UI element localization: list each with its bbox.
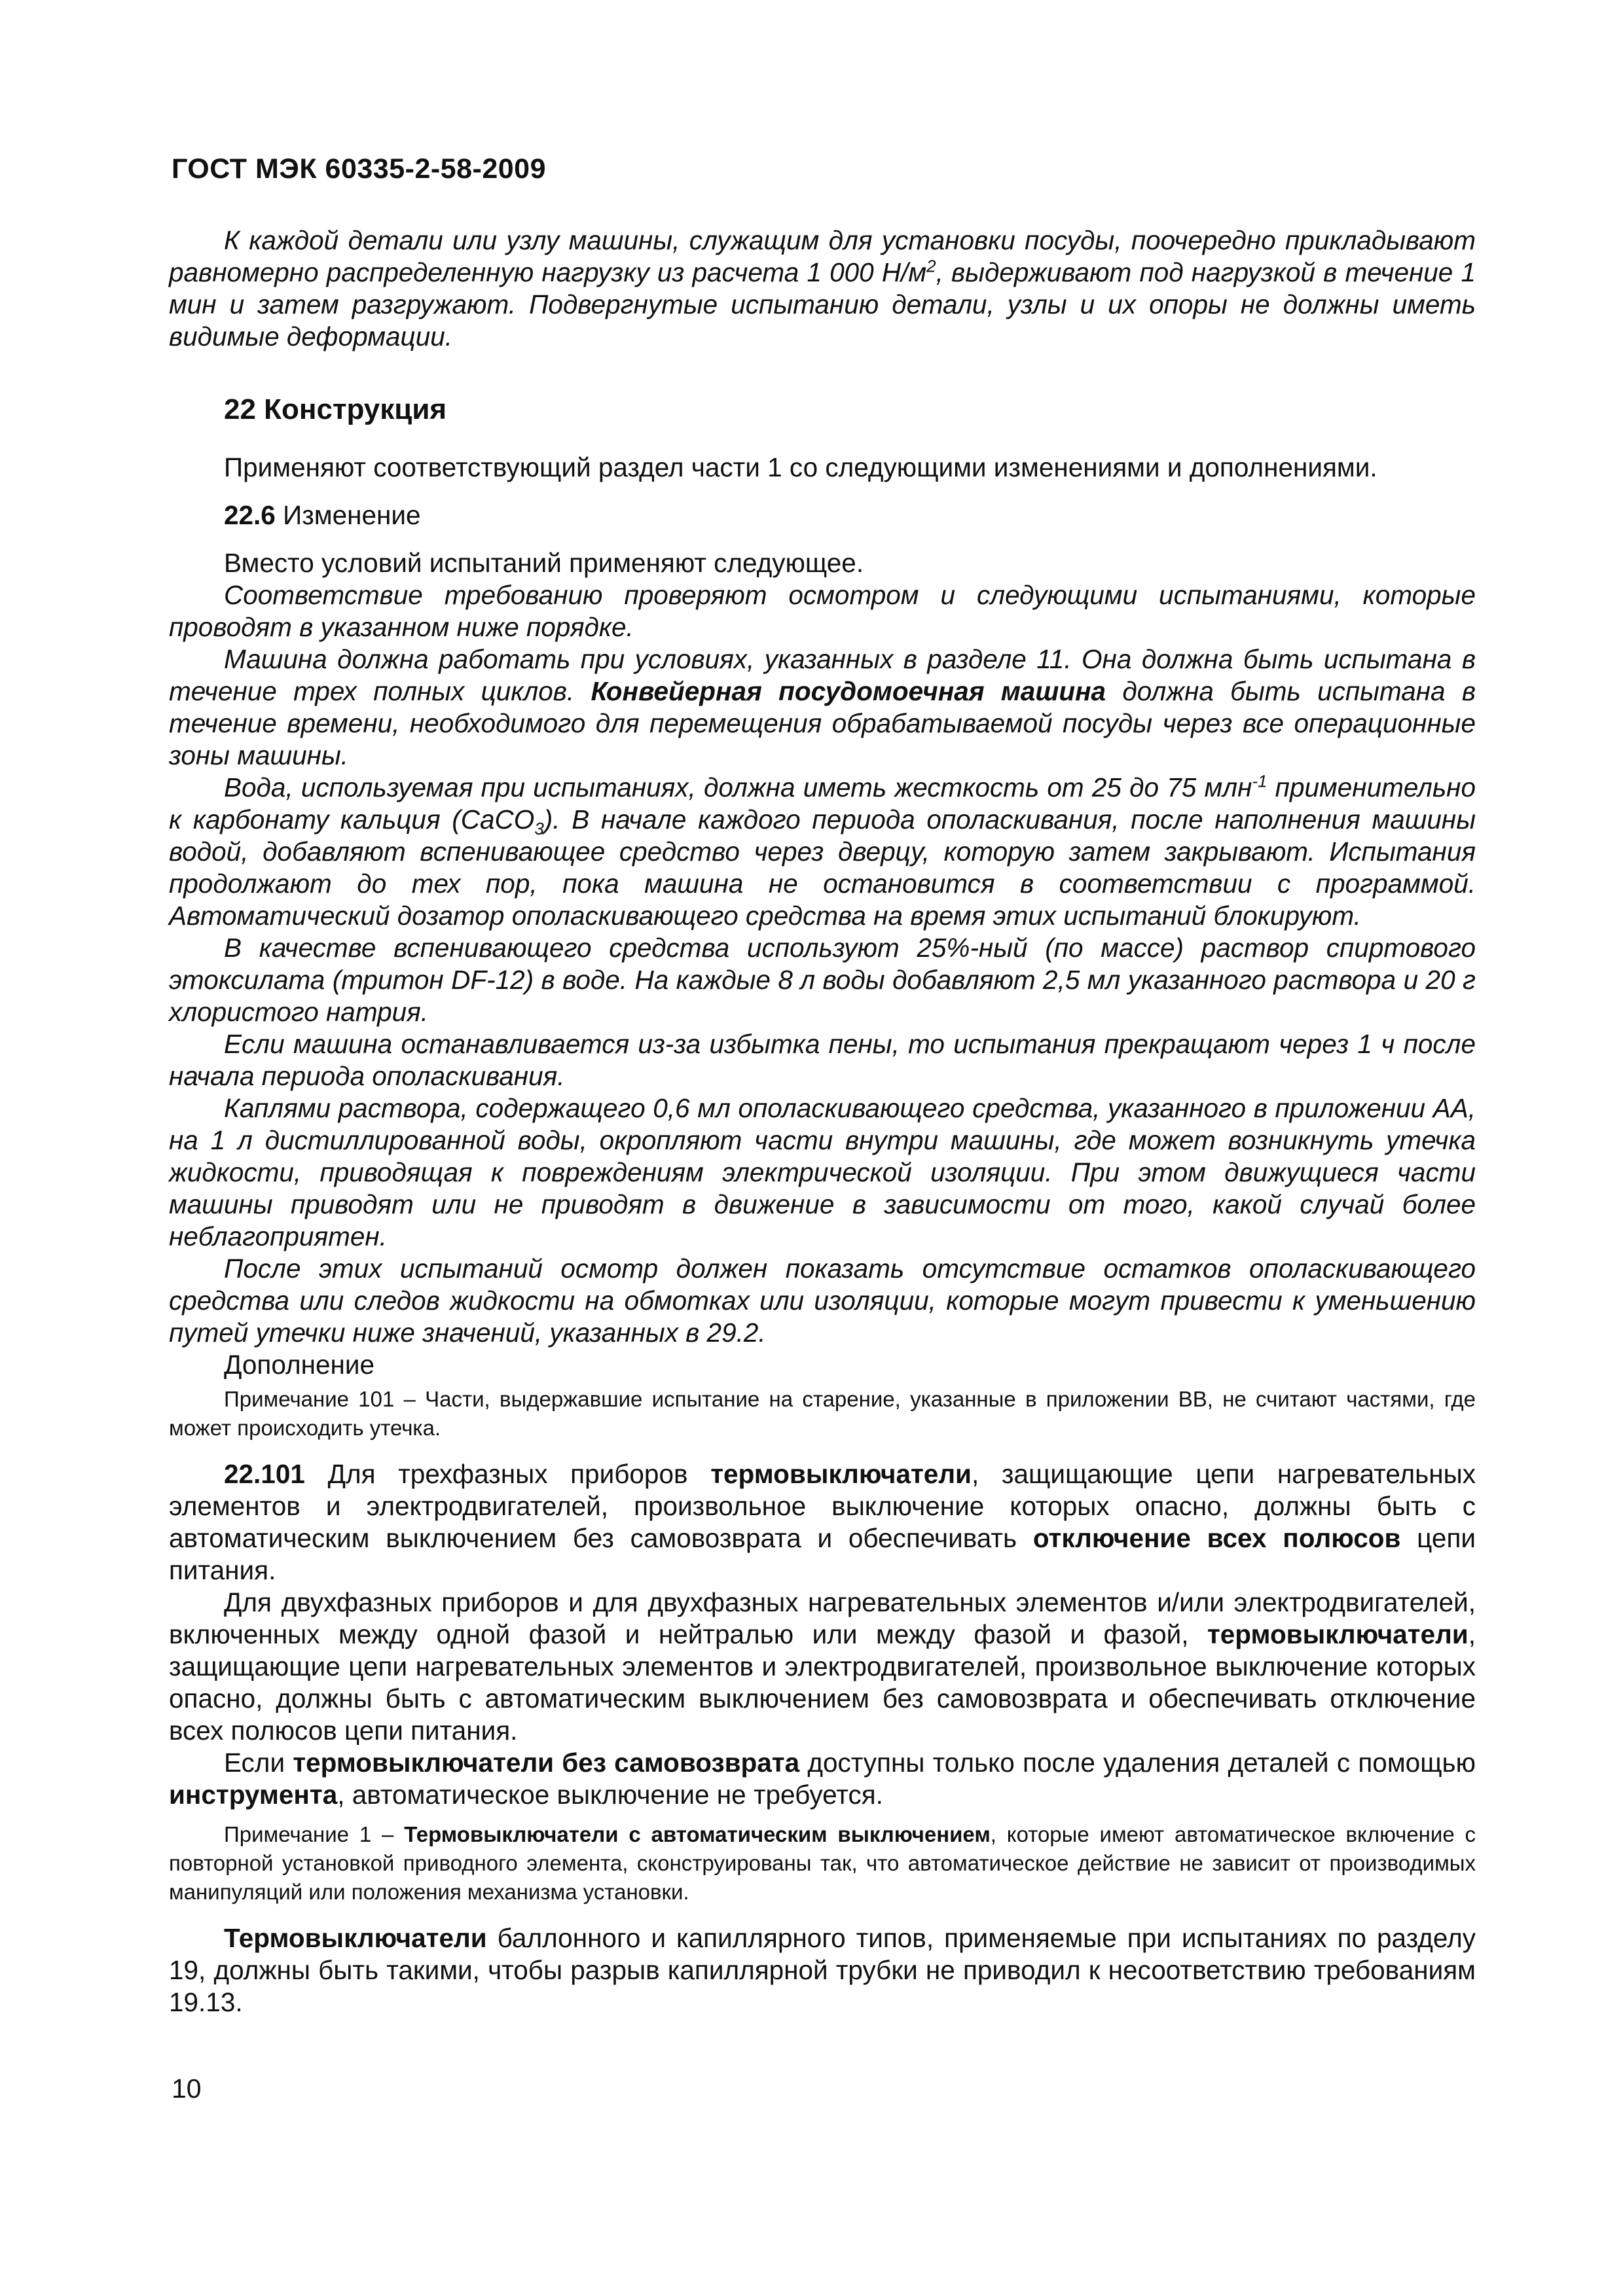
clause-22-101-p1: 22.101 Для трехфазных приборов термовыключатели, защищающие цепи нагревательных элементов и электродвигателей, произвольное выключение которых опасно, должны быть с автоматическим выключением без самовозврата и обеспечивать отключение всех полюсов цепи питания. <box>169 1459 1476 1585</box>
clause-22-6-replace: Вместо условий испытаний применяют следующее. <box>224 548 864 578</box>
document-header: ГОСТ МЭК 60335-2-58-2009 <box>172 153 546 185</box>
note-1: Примечание 1 – Термовыключатели с автоматическим выключением, которые имеют автоматическое включение с повторной установкой приводного элемента, сконструированы так, что автоматическое действие не зависит от производимых манипуляций или положения механизма установки. <box>169 1822 1476 1904</box>
clause-22-101-p3: Если термовыключатели без самовозврата доступны только после удаления деталей с помощью инструмента, автоматическое выключение не требуется. <box>169 1748 1476 1810</box>
clause-22-6-water: Вода, используемая при испытаниях, должна иметь жесткость от 25 до 75 млн$^{-1}$ применительно к карбонату кальция (CaCO$_3$). В начале каждого периода ополаскивания, после наполнения машины водой, добавляют вспенивающее средство через дверцу, которую затем закрывают. Испытания продолжают до тех пор, пока машина не остановится в соответствии с программой. Автоматический дозатор ополаскивающего средства на время этих испытаний блокируют. <box>169 771 1476 931</box>
section-22-intro: Применяют соответствующий раздел части 1 со следующими изменениями и дополнениями. <box>224 452 1377 482</box>
clause-22-6-stop: Если машина останавливается из-за избытка пены, то испытания прекращают через 1 ч после начала периода ополаскивания. <box>169 1029 1476 1091</box>
clause-22-6-foam: В качестве вспенивающего средства используют 25%-ный (по массе) раствор спиртового этоксилата (тритон DF-12) в воде. На каждые 8 л воды добавляют 2,5 мл указанного раствора и 20 г хлористого натрия. <box>169 933 1476 1027</box>
clause-22-6-check: Соответствие требованию проверяют осмотром и следующими испытаниями, которые проводят в указанном ниже порядке. <box>169 580 1476 642</box>
note-101: Примечание 101 – Части, выдержавшие испытание на старение, указанные в приложении ВВ, не считают частями, где может происходить утечка. <box>169 1387 1476 1440</box>
clause-22-6-drops: Каплями раствора, содержащего 0,6 мл ополаскивающего средства, указанного в приложении АА, на 1 л дистиллированной воды, окропляют части внутри машины, где может возникнуть утечка жидкости, приводящая к повреждениям электрической изоляции. При этом движущиеся части машины приводят или не приводят в движение в зависимости от того, какой случай более неблагоприятен. <box>169 1093 1476 1251</box>
document-body <box>169 223 1476 2018</box>
load-test-paragraph: К каждой детали или узлу машины, служащим для установки посуды, поочередно прикладывают равномерно распределенную нагрузку из расчета 1 000 $Н/м^2$, выдерживают под нагрузкой в течение 1 мин и затем разгружают. Подвергнутые испытанию детали, узлы и их опоры не должны иметь видимые деформации. <box>169 225 1476 351</box>
clause-22-6-addition: Дополнение <box>224 1350 375 1380</box>
clause-22-6-after: После этих испытаний осмотр должен показать отсутствие остатков ополаскивающего средства или следов жидкости на обмотках или изоляции, которые могут привести к уменьшению путей утечки ниже значений, указанных в 29.2. <box>169 1253 1476 1348</box>
clause-22-101-p2: Для двухфазных приборов и для двухфазных нагревательных элементов и/или электродвигателей, включенных между одной фазой и нейтралью или между фазой и фазой, термовыключатели, защищающие цепи нагревательных элементов и электродвигателей, произвольное выключение которых опасно, должны быть с автоматическим выключением без самовозврата и обеспечивать отключение всех полюсов цепи питания. <box>169 1587 1476 1746</box>
clause-22-6-run: Машина должна работать при условиях, указанных в разделе 11. Она должна быть испытана в течение трех полных циклов. Конвейерная посудомоечная машина должна быть испытана в течение времени, необходимого для перемещения обрабатываемой посуды через все операционные зоны машины. <box>169 644 1476 770</box>
page-number: 10 <box>172 2073 202 2104</box>
clause-22-6-heading: 22.6 Изменение <box>224 500 421 530</box>
clause-22-101-p4: Термовыключатели баллонного и капиллярного типов, применяемые при испытаниях по разделу 19, должны быть такими, чтобы разрыв капиллярной трубки не приводил к несоответствию требованиям 19.13. <box>169 1923 1476 2017</box>
section-22-title: 22 Конструкция <box>224 393 447 425</box>
